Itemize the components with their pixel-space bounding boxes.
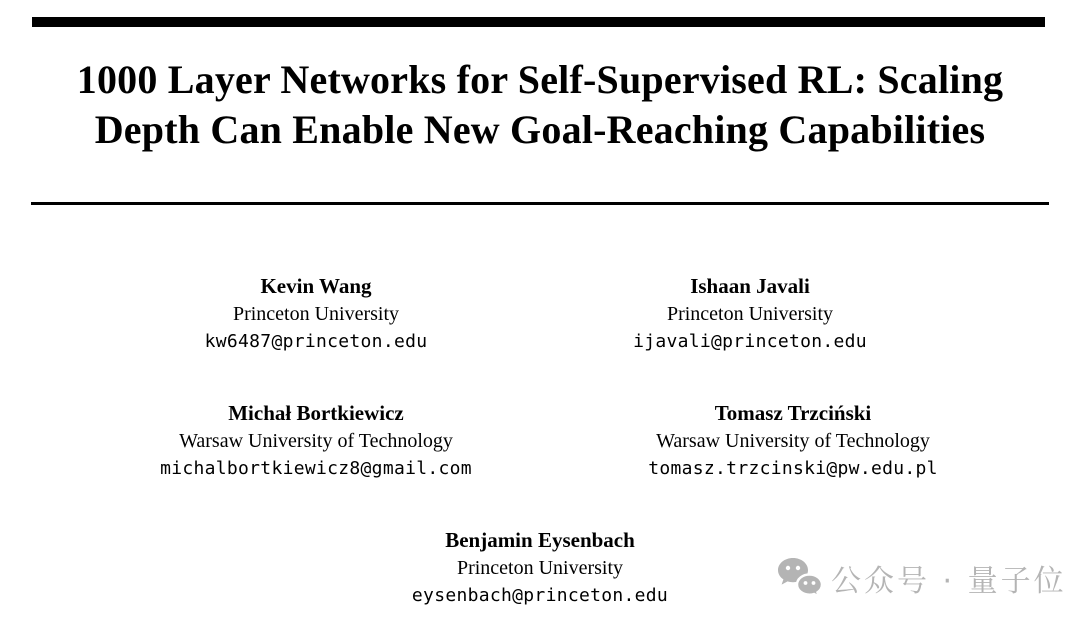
author-email: michalbortkiewicz8@gmail.com bbox=[160, 458, 472, 479]
author-block-benjamin-eysenbach bbox=[412, 526, 668, 610]
author-block-michal-bortkiewicz bbox=[160, 399, 472, 483]
author-affiliation: Warsaw University of Technology bbox=[656, 430, 930, 452]
author-affiliation: Warsaw University of Technology bbox=[179, 430, 453, 452]
paper-title-line-1: 1000 Layer Networks for Self-Supervised RL: Scaling bbox=[76, 57, 1004, 102]
author-name: Tomasz Trzciński bbox=[714, 401, 872, 425]
author-block-kevin-wang bbox=[205, 272, 428, 356]
author-block-tomasz-trzcinski bbox=[648, 399, 938, 483]
author-email: eysenbach@princeton.edu bbox=[411, 585, 669, 606]
author-name: Kevin Wang bbox=[260, 274, 372, 298]
watermark-text: 公众号 · 量子位 bbox=[831, 564, 1067, 599]
author-name: Benjamin Eysenbach bbox=[445, 528, 635, 552]
wechat-icon bbox=[776, 556, 822, 600]
author-name: Ishaan Javali bbox=[690, 274, 810, 298]
watermark bbox=[776, 556, 1067, 600]
author-block-ishaan-javali bbox=[633, 272, 867, 356]
title-bottom-rule bbox=[31, 202, 1049, 205]
author-email: tomasz.trzcinski@pw.edu.pl bbox=[648, 458, 938, 479]
author-affiliation: Princeton University bbox=[666, 303, 834, 325]
author-email: ijavali@princeton.edu bbox=[633, 331, 867, 352]
author-affiliation: Princeton University bbox=[232, 303, 400, 325]
paper-title-line-2: Depth Can Enable New Goal-Reaching Capabilities bbox=[94, 107, 986, 152]
title-top-rule bbox=[32, 17, 1045, 27]
author-email: kw6487@princeton.edu bbox=[204, 331, 428, 352]
author-affiliation: Princeton University bbox=[456, 557, 624, 579]
paper-title bbox=[0, 55, 1080, 155]
author-name: Michał Bortkiewicz bbox=[228, 401, 404, 425]
